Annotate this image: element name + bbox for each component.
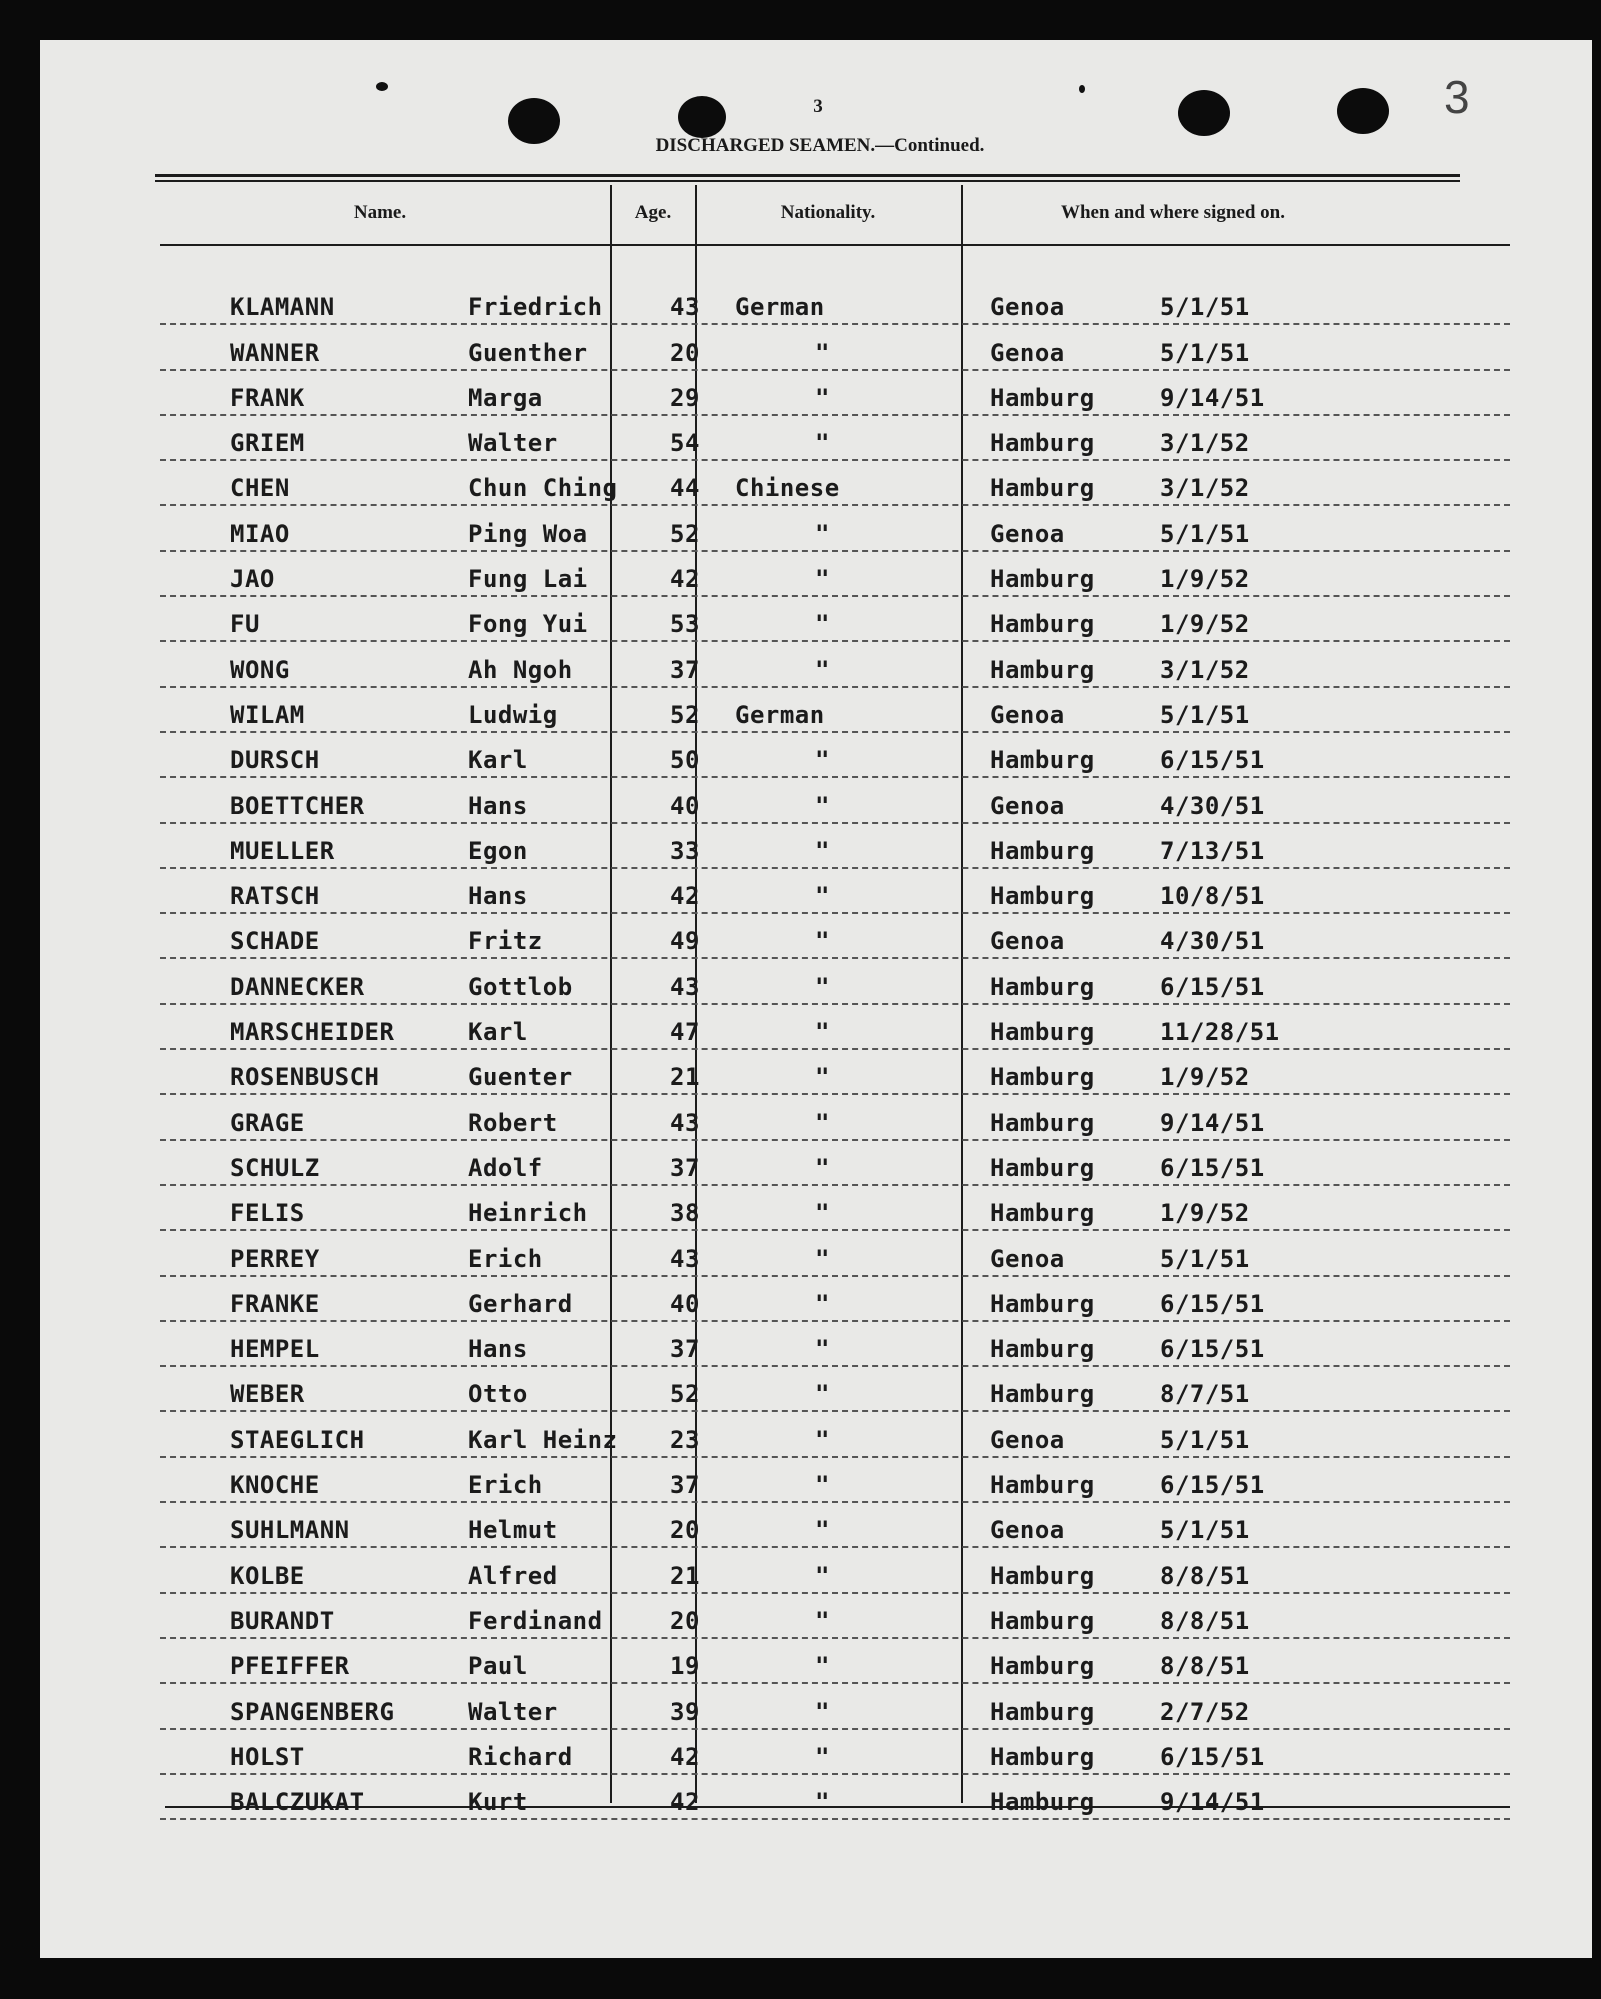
surname-cell: KLAMANN bbox=[230, 293, 335, 322]
signed-on-date-cell: 1/9/52 bbox=[1160, 610, 1250, 639]
age-cell: 37 bbox=[670, 1335, 700, 1364]
nationality-cell: " bbox=[815, 1471, 830, 1500]
given-name-cell: Richard bbox=[468, 1742, 573, 1771]
table-row bbox=[160, 1775, 1510, 1820]
age-cell: 20 bbox=[670, 338, 700, 367]
surname-cell: GRIEM bbox=[230, 429, 305, 458]
signed-on-place-cell: Hamburg bbox=[990, 1289, 1095, 1318]
given-name-cell: Walter bbox=[468, 429, 558, 458]
table-row bbox=[160, 824, 1510, 869]
table-top-rule bbox=[155, 174, 1460, 177]
age-cell: 54 bbox=[670, 429, 700, 458]
handwritten-page-number: 3 bbox=[1444, 71, 1470, 123]
nationality-cell: " bbox=[815, 338, 830, 367]
table-row bbox=[160, 688, 1510, 733]
table-row bbox=[160, 959, 1510, 1004]
signed-on-place-cell: Genoa bbox=[990, 338, 1065, 367]
nationality-cell: " bbox=[815, 836, 830, 865]
signed-on-place-cell: Hamburg bbox=[990, 565, 1095, 594]
table-row bbox=[160, 597, 1510, 642]
table-row bbox=[160, 416, 1510, 461]
given-name-cell: Helmut bbox=[468, 1516, 558, 1545]
table-row bbox=[160, 1412, 1510, 1457]
age-cell: 42 bbox=[670, 882, 700, 911]
surname-cell: FU bbox=[230, 610, 260, 639]
surname-cell: FELIS bbox=[230, 1199, 305, 1228]
surname-cell: CHEN bbox=[230, 474, 290, 503]
signed-on-place-cell: Hamburg bbox=[990, 1606, 1095, 1635]
table-row bbox=[160, 733, 1510, 778]
signed-on-place-cell: Genoa bbox=[990, 519, 1065, 548]
given-name-cell: Kurt bbox=[468, 1788, 528, 1817]
surname-cell: MIAO bbox=[230, 519, 290, 548]
nationality-cell: " bbox=[815, 746, 830, 775]
age-cell: 33 bbox=[670, 836, 700, 865]
nationality-cell: " bbox=[815, 1380, 830, 1409]
signed-on-date-cell: 9/14/51 bbox=[1160, 383, 1265, 412]
table-row bbox=[160, 869, 1510, 914]
signed-on-date-cell: 5/1/51 bbox=[1160, 1516, 1250, 1545]
signed-on-place-cell: Hamburg bbox=[990, 1108, 1095, 1137]
given-name-cell: Alfred bbox=[468, 1561, 558, 1590]
signed-on-date-cell: 8/8/51 bbox=[1160, 1606, 1250, 1635]
signed-on-date-cell: 8/8/51 bbox=[1160, 1652, 1250, 1681]
nationality-cell: " bbox=[815, 791, 830, 820]
signed-on-place-cell: Hamburg bbox=[990, 383, 1095, 412]
table-row bbox=[160, 1005, 1510, 1050]
table-row bbox=[160, 642, 1510, 687]
table-row bbox=[160, 1548, 1510, 1593]
table-row bbox=[160, 1458, 1510, 1503]
signed-on-place-cell: Genoa bbox=[990, 700, 1065, 729]
signed-on-place-cell: Hamburg bbox=[990, 1561, 1095, 1590]
signed-on-place-cell: Hamburg bbox=[990, 1380, 1095, 1409]
signed-on-place-cell: Genoa bbox=[990, 293, 1065, 322]
nationality-cell: " bbox=[815, 1108, 830, 1137]
signed-on-date-cell: 1/9/52 bbox=[1160, 1063, 1250, 1092]
age-cell: 20 bbox=[670, 1516, 700, 1545]
surname-cell: BOETTCHER bbox=[230, 791, 365, 820]
signed-on-place-cell: Hamburg bbox=[990, 429, 1095, 458]
age-cell: 39 bbox=[670, 1697, 700, 1726]
age-cell: 29 bbox=[670, 383, 700, 412]
surname-cell: BALCZUKAT bbox=[230, 1788, 365, 1817]
given-name-cell: Guenther bbox=[468, 338, 588, 367]
given-name-cell: Marga bbox=[468, 383, 543, 412]
header-age: Age. bbox=[634, 202, 672, 223]
table-row bbox=[160, 552, 1510, 597]
table-row bbox=[160, 1095, 1510, 1140]
signed-on-date-cell: 5/1/51 bbox=[1160, 1244, 1250, 1273]
signed-on-place-cell: Hamburg bbox=[990, 972, 1095, 1001]
signed-on-place-cell: Genoa bbox=[990, 1516, 1065, 1545]
table-row bbox=[160, 1231, 1510, 1276]
header-signed-on: When and where signed on. bbox=[1060, 202, 1285, 223]
signed-on-date-cell: 1/9/52 bbox=[1160, 1199, 1250, 1228]
nationality-cell: German bbox=[735, 700, 825, 729]
nationality-cell: " bbox=[815, 1244, 830, 1273]
header-bottom-rule bbox=[160, 244, 1510, 246]
signed-on-place-cell: Hamburg bbox=[990, 1063, 1095, 1092]
surname-cell: PFEIFFER bbox=[230, 1652, 350, 1681]
surname-cell: MARSCHEIDER bbox=[230, 1018, 395, 1047]
document-page bbox=[40, 40, 1592, 1958]
signed-on-date-cell: 11/28/51 bbox=[1160, 1018, 1280, 1047]
nationality-cell: " bbox=[815, 1788, 830, 1817]
signed-on-place-cell: Hamburg bbox=[990, 1471, 1095, 1500]
header-name: Name. bbox=[353, 202, 407, 223]
signed-on-place-cell: Hamburg bbox=[990, 882, 1095, 911]
given-name-cell: Chun Ching bbox=[468, 474, 618, 503]
binder-hole bbox=[1337, 88, 1389, 134]
nationality-cell: " bbox=[815, 1561, 830, 1590]
signed-on-date-cell: 6/15/51 bbox=[1160, 1742, 1265, 1771]
nationality-cell: " bbox=[815, 1697, 830, 1726]
nationality-cell: " bbox=[815, 429, 830, 458]
given-name-cell: Erich bbox=[468, 1244, 543, 1273]
surname-cell: WILAM bbox=[230, 700, 305, 729]
surname-cell: WANNER bbox=[230, 338, 320, 367]
signed-on-date-cell: 4/30/51 bbox=[1160, 927, 1265, 956]
surname-cell: PERREY bbox=[230, 1244, 320, 1273]
table-row bbox=[160, 1141, 1510, 1186]
given-name-cell: Paul bbox=[468, 1652, 528, 1681]
surname-cell: GRAGE bbox=[230, 1108, 305, 1137]
age-cell: 50 bbox=[670, 746, 700, 775]
nationality-cell: " bbox=[815, 882, 830, 911]
given-name-cell: Gerhard bbox=[468, 1289, 573, 1318]
table-row bbox=[160, 1322, 1510, 1367]
surname-cell: KOLBE bbox=[230, 1561, 305, 1590]
surname-cell: FRANKE bbox=[230, 1289, 320, 1318]
age-cell: 42 bbox=[670, 1742, 700, 1771]
given-name-cell: Adolf bbox=[468, 1153, 543, 1182]
surname-cell: ROSENBUSCH bbox=[230, 1063, 380, 1092]
table-row bbox=[160, 371, 1510, 416]
signed-on-date-cell: 5/1/51 bbox=[1160, 293, 1250, 322]
age-cell: 53 bbox=[670, 610, 700, 639]
surname-cell: HOLST bbox=[230, 1742, 305, 1771]
given-name-cell: Egon bbox=[468, 836, 528, 865]
given-name-cell: Otto bbox=[468, 1380, 528, 1409]
signed-on-place-cell: Hamburg bbox=[990, 610, 1095, 639]
signed-on-date-cell: 8/7/51 bbox=[1160, 1380, 1250, 1409]
signed-on-place-cell: Hamburg bbox=[990, 836, 1095, 865]
nationality-cell: " bbox=[815, 1289, 830, 1318]
signed-on-place-cell: Hamburg bbox=[990, 474, 1095, 503]
signed-on-place-cell: Hamburg bbox=[990, 1335, 1095, 1364]
nationality-cell: " bbox=[815, 1063, 830, 1092]
age-cell: 20 bbox=[670, 1606, 700, 1635]
nationality-cell: Chinese bbox=[735, 474, 840, 503]
age-cell: 37 bbox=[670, 1153, 700, 1182]
binder-hole bbox=[678, 96, 726, 138]
nationality-cell: " bbox=[815, 1199, 830, 1228]
surname-cell: RATSCH bbox=[230, 882, 320, 911]
signed-on-place-cell: Genoa bbox=[990, 1425, 1065, 1454]
surname-cell: BURANDT bbox=[230, 1606, 335, 1635]
nationality-cell: " bbox=[815, 1516, 830, 1545]
surname-cell: KNOCHE bbox=[230, 1471, 320, 1500]
age-cell: 38 bbox=[670, 1199, 700, 1228]
given-name-cell: Karl Heinz bbox=[468, 1425, 618, 1454]
nationality-cell: " bbox=[815, 927, 830, 956]
nationality-cell: " bbox=[815, 1742, 830, 1771]
surname-cell: WEBER bbox=[230, 1380, 305, 1409]
table-row bbox=[160, 1186, 1510, 1231]
surname-cell: SPANGENBERG bbox=[230, 1697, 395, 1726]
nationality-cell: " bbox=[815, 565, 830, 594]
signed-on-date-cell: 6/15/51 bbox=[1160, 1289, 1265, 1318]
age-cell: 44 bbox=[670, 474, 700, 503]
age-cell: 52 bbox=[670, 1380, 700, 1409]
given-name-cell: Gottlob bbox=[468, 972, 573, 1001]
nationality-cell: " bbox=[815, 1018, 830, 1047]
given-name-cell: Fritz bbox=[468, 927, 543, 956]
given-name-cell: Fong Yui bbox=[468, 610, 588, 639]
signed-on-place-cell: Hamburg bbox=[990, 1652, 1095, 1681]
table-row bbox=[160, 461, 1510, 506]
signed-on-date-cell: 3/1/52 bbox=[1160, 474, 1250, 503]
surname-cell: JAO bbox=[230, 565, 275, 594]
given-name-cell: Ludwig bbox=[468, 700, 558, 729]
age-cell: 43 bbox=[670, 972, 700, 1001]
given-name-cell: Erich bbox=[468, 1471, 543, 1500]
table-row bbox=[160, 1367, 1510, 1412]
table-row bbox=[160, 778, 1510, 823]
signed-on-date-cell: 4/30/51 bbox=[1160, 791, 1265, 820]
age-cell: 43 bbox=[670, 1244, 700, 1273]
signed-on-date-cell: 5/1/51 bbox=[1160, 338, 1250, 367]
signed-on-date-cell: 2/7/52 bbox=[1160, 1697, 1250, 1726]
surname-cell: STAEGLICH bbox=[230, 1425, 365, 1454]
table-row bbox=[160, 1730, 1510, 1775]
age-cell: 42 bbox=[670, 565, 700, 594]
signed-on-date-cell: 1/9/52 bbox=[1160, 565, 1250, 594]
nationality-cell: " bbox=[815, 1652, 830, 1681]
table-row bbox=[160, 325, 1510, 370]
signed-on-date-cell: 9/14/51 bbox=[1160, 1108, 1265, 1137]
signed-on-place-cell: Hamburg bbox=[990, 1199, 1095, 1228]
age-cell: 21 bbox=[670, 1063, 700, 1092]
table-row bbox=[160, 1684, 1510, 1729]
age-cell: 49 bbox=[670, 927, 700, 956]
signed-on-place-cell: Genoa bbox=[990, 791, 1065, 820]
nationality-cell: " bbox=[815, 972, 830, 1001]
binder-hole bbox=[508, 98, 560, 144]
given-name-cell: Robert bbox=[468, 1108, 558, 1137]
age-cell: 40 bbox=[670, 1289, 700, 1318]
nationality-cell: " bbox=[815, 383, 830, 412]
table-top-rule-2 bbox=[155, 180, 1460, 182]
signed-on-date-cell: 5/1/51 bbox=[1160, 519, 1250, 548]
surname-cell: WONG bbox=[230, 655, 290, 684]
signed-on-date-cell: 10/8/51 bbox=[1160, 882, 1265, 911]
table-row bbox=[160, 1277, 1510, 1322]
signed-on-date-cell: 5/1/51 bbox=[1160, 1425, 1250, 1454]
signed-on-place-cell: Hamburg bbox=[990, 746, 1095, 775]
signed-on-place-cell: Hamburg bbox=[990, 1742, 1095, 1771]
nationality-cell: " bbox=[815, 1335, 830, 1364]
surname-cell: SCHADE bbox=[230, 927, 320, 956]
ink-speck bbox=[1079, 85, 1085, 93]
binder-hole bbox=[1178, 90, 1230, 136]
table-row bbox=[160, 914, 1510, 959]
given-name-cell: Guenter bbox=[468, 1063, 573, 1092]
given-name-cell: Karl bbox=[468, 1018, 528, 1047]
signed-on-date-cell: 6/15/51 bbox=[1160, 1153, 1265, 1182]
signed-on-date-cell: 6/15/51 bbox=[1160, 972, 1265, 1001]
age-cell: 43 bbox=[670, 293, 700, 322]
signed-on-place-cell: Hamburg bbox=[990, 1788, 1095, 1817]
surname-cell: FRANK bbox=[230, 383, 305, 412]
nationality-cell: " bbox=[815, 1153, 830, 1182]
age-cell: 40 bbox=[670, 791, 700, 820]
signed-on-date-cell: 8/8/51 bbox=[1160, 1561, 1250, 1590]
signed-on-date-cell: 7/13/51 bbox=[1160, 836, 1265, 865]
table-row bbox=[160, 506, 1510, 551]
seamen-table-body bbox=[160, 280, 1510, 1820]
table-row bbox=[160, 1594, 1510, 1639]
page-number: 3 bbox=[813, 96, 823, 117]
signed-on-place-cell: Genoa bbox=[990, 1244, 1065, 1273]
surname-cell: MUELLER bbox=[230, 836, 335, 865]
age-cell: 43 bbox=[670, 1108, 700, 1137]
signed-on-place-cell: Genoa bbox=[990, 927, 1065, 956]
given-name-cell: Friedrich bbox=[468, 293, 603, 322]
document-title: DISCHARGED SEAMEN.—Continued. bbox=[655, 135, 985, 156]
nationality-cell: " bbox=[815, 610, 830, 639]
table-row bbox=[160, 1639, 1510, 1684]
table-row bbox=[160, 280, 1510, 325]
nationality-cell: " bbox=[815, 1425, 830, 1454]
age-cell: 47 bbox=[670, 1018, 700, 1047]
given-name-cell: Fung Lai bbox=[468, 565, 588, 594]
signed-on-date-cell: 6/15/51 bbox=[1160, 746, 1265, 775]
signed-on-date-cell: 5/1/51 bbox=[1160, 700, 1250, 729]
table-row bbox=[160, 1503, 1510, 1548]
table-row bbox=[160, 1050, 1510, 1095]
nationality-cell: " bbox=[815, 1606, 830, 1635]
signed-on-date-cell: 3/1/52 bbox=[1160, 429, 1250, 458]
signed-on-date-cell: 3/1/52 bbox=[1160, 655, 1250, 684]
given-name-cell: Hans bbox=[468, 1335, 528, 1364]
surname-cell: DANNECKER bbox=[230, 972, 365, 1001]
surname-cell: SUHLMANN bbox=[230, 1516, 350, 1545]
signed-on-place-cell: Hamburg bbox=[990, 1018, 1095, 1047]
age-cell: 19 bbox=[670, 1652, 700, 1681]
ink-speck bbox=[376, 82, 388, 91]
age-cell: 42 bbox=[670, 1788, 700, 1817]
signed-on-date-cell: 6/15/51 bbox=[1160, 1335, 1265, 1364]
given-name-cell: Karl bbox=[468, 746, 528, 775]
nationality-cell: " bbox=[815, 655, 830, 684]
given-name-cell: Walter bbox=[468, 1697, 558, 1726]
signed-on-date-cell: 6/15/51 bbox=[1160, 1471, 1265, 1500]
given-name-cell: Heinrich bbox=[468, 1199, 588, 1228]
surname-cell: SCHULZ bbox=[230, 1153, 320, 1182]
given-name-cell: Hans bbox=[468, 882, 528, 911]
signed-on-date-cell: 9/14/51 bbox=[1160, 1788, 1265, 1817]
age-cell: 23 bbox=[670, 1425, 700, 1454]
surname-cell: DURSCH bbox=[230, 746, 320, 775]
signed-on-place-cell: Hamburg bbox=[990, 1697, 1095, 1726]
given-name-cell: Ah Ngoh bbox=[468, 655, 573, 684]
signed-on-place-cell: Hamburg bbox=[990, 1153, 1095, 1182]
signed-on-place-cell: Hamburg bbox=[990, 655, 1095, 684]
age-cell: 52 bbox=[670, 700, 700, 729]
given-name-cell: Ferdinand bbox=[468, 1606, 603, 1635]
age-cell: 52 bbox=[670, 519, 700, 548]
age-cell: 21 bbox=[670, 1561, 700, 1590]
given-name-cell: Hans bbox=[468, 791, 528, 820]
nationality-cell: German bbox=[735, 293, 825, 322]
nationality-cell: " bbox=[815, 519, 830, 548]
given-name-cell: Ping Woa bbox=[468, 519, 588, 548]
age-cell: 37 bbox=[670, 1471, 700, 1500]
age-cell: 37 bbox=[670, 655, 700, 684]
header-nationality: Nationality. bbox=[780, 202, 876, 223]
surname-cell: HEMPEL bbox=[230, 1335, 320, 1364]
